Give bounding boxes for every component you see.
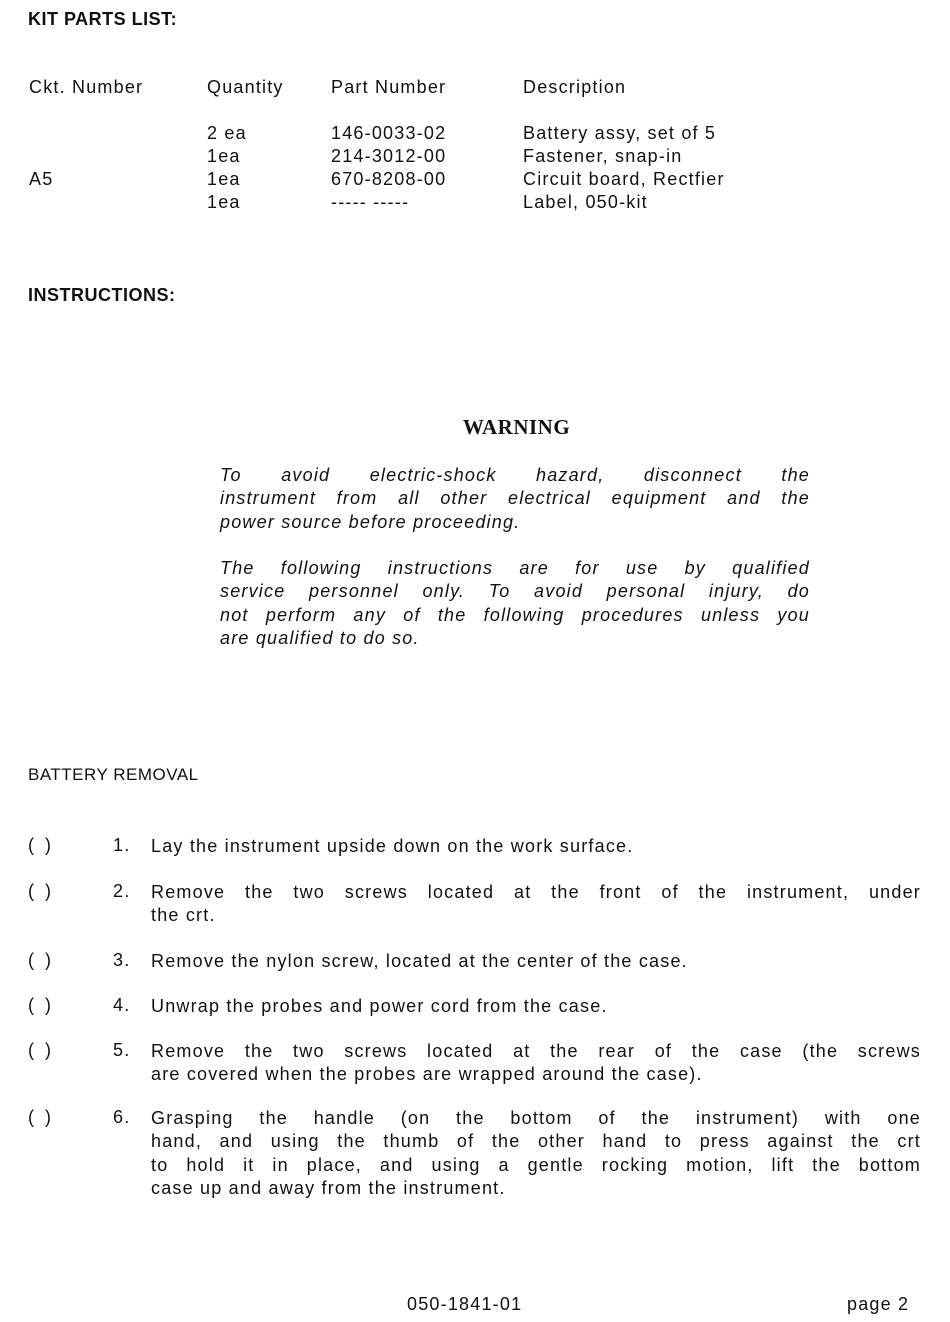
- table-cell-qty: 1ea: [207, 146, 241, 166]
- step-line: Remove the two screws located at the rear of the case (the screws: [151, 1041, 921, 1061]
- step-line: Lay the instrument upside down on the work surface.: [151, 836, 634, 856]
- step-line: Remove the nylon screw, located at the center of the case.: [151, 951, 688, 971]
- warning-line: are qualified to do so.: [220, 627, 420, 648]
- header-part-number: Part Number: [331, 77, 447, 97]
- step-text: [151, 1040, 921, 1087]
- table-cell-qty: 2 ea: [207, 123, 247, 143]
- warning-title: WARNING: [462, 415, 571, 439]
- step-text: [151, 995, 921, 1018]
- table-cell-desc: Battery assy, set of 5: [523, 123, 717, 143]
- table-cell-part: 146-0033-02: [331, 123, 447, 143]
- step-number: 2.: [113, 881, 131, 901]
- document-number: 050-1841-01: [407, 1294, 523, 1314]
- section-title-battery-removal: BATTERY REMOVAL: [28, 765, 199, 784]
- step-checkbox[interactable]: ( ): [28, 1107, 54, 1127]
- step-number: 1.: [113, 835, 131, 855]
- header-quantity: Quantity: [207, 77, 284, 97]
- step-number: 6.: [113, 1107, 131, 1127]
- step-number: 3.: [113, 950, 131, 970]
- warning-paragraph-2: [220, 557, 810, 650]
- kit-parts-heading: KIT PARTS LIST:: [28, 9, 178, 29]
- warning-line: The following instructions are for use by qualified: [220, 558, 810, 578]
- step-line: the crt.: [151, 905, 216, 926]
- step-number: 5.: [113, 1040, 131, 1060]
- step-line: Remove the two screws located at the front of the instrument, under: [151, 882, 921, 902]
- table-cell-desc: Circuit board, Rectfier: [523, 169, 725, 189]
- step-line: hand, and using the thumb of the other hand to press against the crt: [151, 1131, 921, 1152]
- warning-paragraph-1: [220, 464, 810, 534]
- step-checkbox[interactable]: ( ): [28, 995, 54, 1015]
- table-cell-qty: 1ea: [207, 192, 241, 212]
- header-ckt-number: Ckt. Number: [29, 77, 144, 97]
- table-cell-part: 670-8208-00: [331, 169, 447, 189]
- warning-line: To avoid electric-shock hazard, disconnect the: [220, 465, 810, 485]
- step-line: Grasping the handle (on the bottom of the instrument) with one: [151, 1108, 921, 1128]
- header-description: Description: [523, 77, 627, 97]
- warning-line: power source before proceeding.: [220, 511, 521, 532]
- step-checkbox[interactable]: ( ): [28, 881, 54, 901]
- table-cell-qty: 1ea: [207, 169, 241, 189]
- table-cell-part: ----- -----: [331, 192, 410, 212]
- table-cell-ckt: A5: [29, 169, 54, 189]
- table-cell-desc: Label, 050-kit: [523, 192, 648, 212]
- step-text: [151, 950, 921, 973]
- step-checkbox[interactable]: ( ): [28, 835, 54, 855]
- step-text: [151, 881, 921, 928]
- step-text: [151, 835, 921, 858]
- step-line: Unwrap the probes and power cord from the case.: [151, 996, 608, 1016]
- step-line: are covered when the probes are wrapped around the case).: [151, 1064, 703, 1085]
- table-cell-part: 214-3012-00: [331, 146, 447, 166]
- warning-line: service personnel only. To avoid personal injury, do: [220, 581, 810, 602]
- step-line: to hold it in place, and using a gentle rocking motion, lift the bottom: [151, 1154, 921, 1175]
- step-checkbox[interactable]: ( ): [28, 1040, 54, 1060]
- instructions-heading: INSTRUCTIONS:: [28, 285, 176, 305]
- page-number: page 2: [847, 1294, 910, 1314]
- warning-line: instrument from all other electrical equipment and the: [220, 488, 810, 509]
- warning-line: not perform any of the following procedures unless you: [220, 604, 810, 625]
- step-checkbox[interactable]: ( ): [28, 950, 54, 970]
- step-number: 4.: [113, 995, 131, 1015]
- step-text: [151, 1107, 921, 1200]
- table-cell-desc: Fastener, snap-in: [523, 146, 683, 166]
- step-line: case up and away from the instrument.: [151, 1177, 506, 1198]
